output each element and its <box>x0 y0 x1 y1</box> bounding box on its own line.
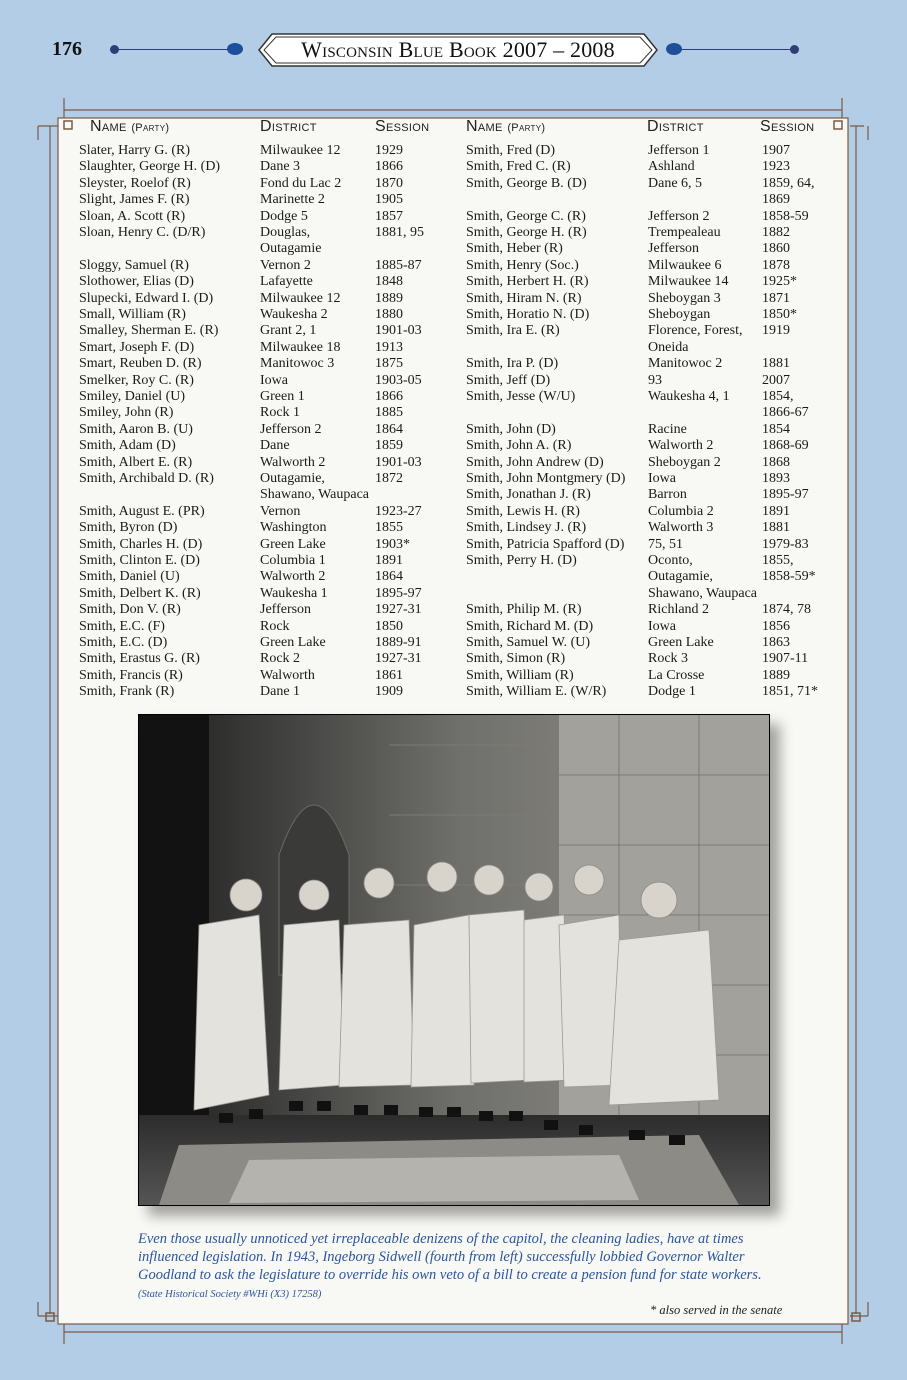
cleaning-ladies-photo <box>139 715 769 1205</box>
district-cell: Jefferson <box>260 602 312 618</box>
senate-footnote: * also served in the senate <box>650 1303 783 1317</box>
name-cell: Smith, Don V. (R) <box>79 602 181 618</box>
district-cell: Milwaukee 12 <box>260 143 341 158</box>
name-cell: Smith, Heber (R) <box>466 241 563 257</box>
district-cell: Walworth 3 <box>648 520 714 536</box>
name-cell: Smith, August E. (PR) <box>79 503 205 519</box>
session-cell: 1929 <box>375 143 403 158</box>
name-cell: Smith, Delbert K. (R) <box>79 585 201 601</box>
session-cell: 1881 <box>762 520 790 536</box>
session-cell: 1861 <box>375 667 403 683</box>
header-ornament-blue-right <box>666 43 682 55</box>
session-cell: 1856 <box>762 618 790 634</box>
session-cell: 1891 <box>762 503 790 519</box>
name-cell: Smiley, Daniel (U) <box>79 389 186 404</box>
district-cell: Dodge 5 <box>260 208 308 224</box>
name-cell: Smith, Samuel W. (U) <box>466 635 591 650</box>
name-cell: Slothower, Elias (D) <box>79 274 194 290</box>
session-cell: 1909 <box>375 684 403 700</box>
district-cell: Walworth 2 <box>648 438 714 454</box>
session-cell: 1866 <box>375 159 403 175</box>
district-cell: Marinette 2 <box>260 192 325 208</box>
session-cell: 1866-67 <box>762 405 809 421</box>
district-cell: Outagamie, <box>260 471 325 486</box>
district-cell: Dane 3 <box>260 159 301 175</box>
session-cell: 1901-03 <box>375 323 422 339</box>
header-rule-right <box>682 49 792 50</box>
session-cell: 1858-59* <box>762 569 816 585</box>
name-cell: Smith, Lindsey J. (R) <box>466 520 587 536</box>
session-cell: 1905 <box>375 192 403 208</box>
session-cell: 1859 <box>375 438 403 454</box>
session-cell: 1880 <box>375 307 403 322</box>
session-cell: 1881, 95 <box>375 225 424 240</box>
page-title: Wisconsin Blue Book 2007 – 2008 <box>301 37 615 62</box>
session-cell: 1903* <box>375 536 410 552</box>
session-cell: 1859, 64, <box>762 175 815 191</box>
session-cell: 1919 <box>762 323 790 339</box>
session-cell: 1854 <box>762 421 790 437</box>
district-cell: Jefferson 2 <box>648 208 710 224</box>
name-cell: Slight, James F. (R) <box>79 192 190 208</box>
district-cell: 75, 51 <box>648 536 683 552</box>
district-cell: Oconto, <box>648 553 693 568</box>
session-cell: 1864 <box>375 421 403 437</box>
right-party-label: (Party) <box>507 122 546 134</box>
name-cell: Smith, Byron (D) <box>79 520 178 536</box>
name-cell: Smith, William E. (W/R) <box>466 684 607 700</box>
left-district-header: District <box>260 118 317 135</box>
photo-caption <box>138 1230 778 1304</box>
district-cell: Outagamie <box>260 241 322 257</box>
header-ornament-blue-left <box>227 43 243 55</box>
session-cell: 1889 <box>375 290 403 306</box>
district-cell: Richland 2 <box>648 602 710 618</box>
name-cell: Smith, Jonathan J. (R) <box>466 487 591 503</box>
left-name-header <box>90 118 169 136</box>
name-cell: Smith, Archibald D. (R) <box>79 471 214 486</box>
district-cell: Iowa <box>260 372 288 388</box>
session-cell: 1860 <box>762 241 790 257</box>
right-name-header <box>466 118 545 136</box>
district-cell: Manitowoc 2 <box>648 356 723 372</box>
name-cell: Smith, Ira P. (D) <box>466 356 559 372</box>
name-cell: Smith, Frank (R) <box>79 684 175 700</box>
district-cell: Dane 1 <box>260 684 301 700</box>
district-cell: Milwaukee 6 <box>648 257 722 273</box>
session-cell: 1889 <box>762 667 790 683</box>
session-cell: 1858-59 <box>762 208 809 224</box>
session-cell: 1872 <box>375 471 403 486</box>
session-cell: 1923-27 <box>375 503 422 519</box>
session-cell: 1857 <box>375 208 403 224</box>
district-cell: Trempealeau <box>648 225 721 240</box>
district-cell: Walworth <box>260 667 315 683</box>
district-cell: Fond du Lac 2 <box>260 175 342 191</box>
district-cell: Vernon 2 <box>260 257 311 273</box>
name-cell: Smith, George H. (R) <box>466 225 587 240</box>
district-cell: La Crosse <box>648 667 705 683</box>
district-cell: 93 <box>648 372 662 388</box>
district-cell: Barron <box>648 487 687 503</box>
district-cell: Lafayette <box>260 274 313 290</box>
district-cell: Rock 2 <box>260 651 301 667</box>
district-cell: Iowa <box>648 471 676 486</box>
name-cell: Smith, Hiram N. (R) <box>466 290 582 306</box>
name-cell: Smith, Lewis H. (R) <box>466 503 580 519</box>
district-cell: Grant 2, 1 <box>260 323 317 339</box>
name-cell: Slupecki, Edward I. (D) <box>79 290 214 306</box>
session-cell: 1907 <box>762 143 790 158</box>
name-cell: Smith, Daniel (U) <box>79 569 180 585</box>
session-cell: 1925* <box>762 274 797 290</box>
name-cell: Smith, Ira E. (R) <box>466 323 560 339</box>
district-cell: Walworth 2 <box>260 454 326 470</box>
district-cell: Manitowoc 3 <box>260 356 335 372</box>
session-cell: 1885 <box>375 405 403 421</box>
name-cell: Smart, Joseph F. (D) <box>79 339 195 355</box>
session-cell: 1927-31 <box>375 651 422 667</box>
name-cell: Smith, E.C. (D) <box>79 635 168 650</box>
name-cell: Smith, George C. (R) <box>466 208 586 224</box>
left-session-header: Session <box>375 118 430 135</box>
name-cell: Smith, Aaron B. (U) <box>79 421 193 437</box>
name-cell: Smiley, John (R) <box>79 405 174 421</box>
district-cell: Milwaukee 14 <box>648 274 729 290</box>
header-rule-left <box>118 49 230 50</box>
district-cell: Green Lake <box>260 536 326 552</box>
session-cell: 1863 <box>762 635 790 650</box>
district-cell: Douglas, <box>260 225 311 240</box>
district-cell: Vernon <box>260 503 301 519</box>
district-cell: Outagamie, <box>648 569 713 585</box>
name-cell: Smith, Clinton E. (D) <box>79 553 200 568</box>
district-cell: Racine <box>648 421 687 437</box>
session-cell: 1923 <box>762 159 790 175</box>
district-cell: Oneida <box>648 339 689 355</box>
name-cell: Smith, E.C. (F) <box>79 618 165 634</box>
district-cell: Dane 6, 5 <box>648 175 703 191</box>
session-cell: 1868 <box>762 454 790 470</box>
district-cell: Rock 3 <box>648 651 689 667</box>
session-cell: 1893 <box>762 471 790 486</box>
session-cell: 1869 <box>762 192 790 208</box>
name-cell: Smith, Henry (Soc.) <box>466 257 579 273</box>
header-ornament-dot-right <box>790 45 799 54</box>
session-cell: 1907-11 <box>762 651 809 667</box>
name-cell: Smith, John (D) <box>466 421 556 437</box>
name-cell: Sloan, Henry C. (D/R) <box>79 225 206 240</box>
name-cell: Smalley, Sherman E. (R) <box>79 323 219 339</box>
session-cell: 1891 <box>375 553 403 568</box>
session-cell: 1927-31 <box>375 602 422 618</box>
name-cell: Smith, Fred (D) <box>466 143 556 158</box>
right-session-header: Session <box>760 118 815 135</box>
right-name-label: Name <box>466 118 503 135</box>
session-cell: 1874, 78 <box>762 602 811 618</box>
name-cell: Smith, Horatio N. (D) <box>466 307 590 322</box>
session-cell: 1851, 71* <box>762 684 818 700</box>
name-cell: Smith, Albert E. (R) <box>79 454 193 470</box>
district-cell: Walworth 2 <box>260 569 326 585</box>
district-cell: Rock <box>260 618 290 634</box>
name-cell: Smith, Patricia Spafford (D) <box>466 536 625 552</box>
session-cell: 2007 <box>762 372 790 388</box>
session-cell: 1882 <box>762 225 790 240</box>
name-cell: Smith, Adam (D) <box>79 438 176 454</box>
session-cell: 1870 <box>375 175 403 191</box>
session-cell: 1848 <box>375 274 403 290</box>
district-cell: Milwaukee 18 <box>260 339 341 355</box>
name-cell: Smith, Simon (R) <box>466 651 566 667</box>
left-party-label: (Party) <box>131 122 170 134</box>
district-cell: Iowa <box>648 618 676 634</box>
district-cell: Sheboygan 2 <box>648 454 721 470</box>
name-cell: Sleyster, Roelof (R) <box>79 175 191 191</box>
session-cell: 1889-91 <box>375 635 422 650</box>
historical-photo <box>138 714 770 1206</box>
district-cell: Columbia 1 <box>260 553 326 568</box>
name-cell: Slater, Harry G. (R) <box>79 143 191 158</box>
session-cell: 1855, <box>762 553 794 568</box>
district-cell: Dane <box>260 438 290 454</box>
district-cell: Green Lake <box>260 635 326 650</box>
district-cell: Shawano, Waupaca <box>260 487 370 503</box>
caption-text: Even those usually unnoticed yet irreplaceable denizens of the capitol, the cleaning ladies, have at times influenced legislation. In 1943, Ingeborg Sidwell (fourth from left) successfully lobbied Governor Walter Goodland to ask the legislature to override his own veto of a bill to create a pension fund for state workers. <box>138 1231 762 1283</box>
session-cell: 1901-03 <box>375 454 422 470</box>
name-cell: Smith, Jeff (D) <box>466 372 551 388</box>
session-cell: 1871 <box>762 290 790 306</box>
district-cell: Jefferson <box>648 241 700 257</box>
name-cell: Sloggy, Samuel (R) <box>79 257 189 273</box>
session-cell: 1875 <box>375 356 403 372</box>
name-cell: Sloan, A. Scott (R) <box>79 208 186 224</box>
district-cell: Washington <box>260 520 327 536</box>
name-cell: Smith, Herbert H. (R) <box>466 274 589 290</box>
district-cell: Sheboygan <box>648 307 711 322</box>
left-name-label: Name <box>90 118 127 135</box>
name-cell: Smith, Fred C. (R) <box>466 159 571 175</box>
name-cell: Slaughter, George H. (D) <box>79 159 221 175</box>
name-cell: Smith, Charles H. (D) <box>79 536 203 552</box>
district-cell: Waukesha 4, 1 <box>648 389 730 404</box>
name-cell: Smith, Philip M. (R) <box>466 602 582 618</box>
session-cell: 1850 <box>375 618 403 634</box>
caption-credit: (State Historical Society #WHi (X3) 17258) <box>138 1289 322 1300</box>
session-cell: 1895-97 <box>762 487 809 503</box>
name-cell: Smith, Francis (R) <box>79 667 183 683</box>
name-cell: Smith, Perry H. (D) <box>466 553 577 568</box>
district-cell: Ashland <box>648 159 695 175</box>
session-cell: 1866 <box>375 389 403 404</box>
name-cell: Smith, Erastus G. (R) <box>79 651 200 667</box>
district-cell: Waukesha 2 <box>260 307 328 322</box>
district-cell: Shawano, Waupaca <box>648 585 758 601</box>
district-cell: Columbia 2 <box>648 503 714 519</box>
session-cell: 1854, <box>762 389 794 404</box>
session-cell: 1881 <box>762 356 790 372</box>
district-cell: Green Lake <box>648 635 714 650</box>
name-cell: Smelker, Roy C. (R) <box>79 372 194 388</box>
name-cell: Smith, John Andrew (D) <box>466 454 604 470</box>
session-cell: 1885-87 <box>375 257 422 273</box>
district-cell: Dodge 1 <box>648 684 696 700</box>
district-cell: Milwaukee 12 <box>260 290 341 306</box>
name-cell: Smith, Richard M. (D) <box>466 618 594 634</box>
session-cell: 1878 <box>762 257 790 273</box>
name-cell: Smart, Reuben D. (R) <box>79 356 202 372</box>
district-cell: Florence, Forest, <box>648 323 743 339</box>
session-cell: 1979-83 <box>762 536 809 552</box>
session-cell: 1903-05 <box>375 372 422 388</box>
name-cell: Smith, John A. (R) <box>466 438 572 454</box>
session-cell: 1913 <box>375 339 403 355</box>
district-cell: Rock 1 <box>260 405 301 421</box>
district-cell: Sheboygan 3 <box>648 290 721 306</box>
name-cell: Smith, John Montgmery (D) <box>466 471 626 486</box>
session-cell: 1864 <box>375 569 403 585</box>
district-cell: Jefferson 2 <box>260 421 322 437</box>
district-cell: Green 1 <box>260 389 305 404</box>
name-cell: Smith, George B. (D) <box>466 175 587 191</box>
name-cell: Smith, Jesse (W/U) <box>466 389 576 404</box>
session-cell: 1895-97 <box>375 585 422 601</box>
session-cell: 1855 <box>375 520 403 536</box>
page-number: 176 <box>52 38 82 60</box>
district-cell: Waukesha 1 <box>260 585 328 601</box>
session-cell: 1850* <box>762 307 797 322</box>
district-cell: Jefferson 1 <box>648 143 710 158</box>
name-cell: Small, William (R) <box>79 307 186 322</box>
session-cell: 1868-69 <box>762 438 809 454</box>
name-cell: Smith, William (R) <box>466 667 574 683</box>
right-district-header: District <box>647 118 704 135</box>
